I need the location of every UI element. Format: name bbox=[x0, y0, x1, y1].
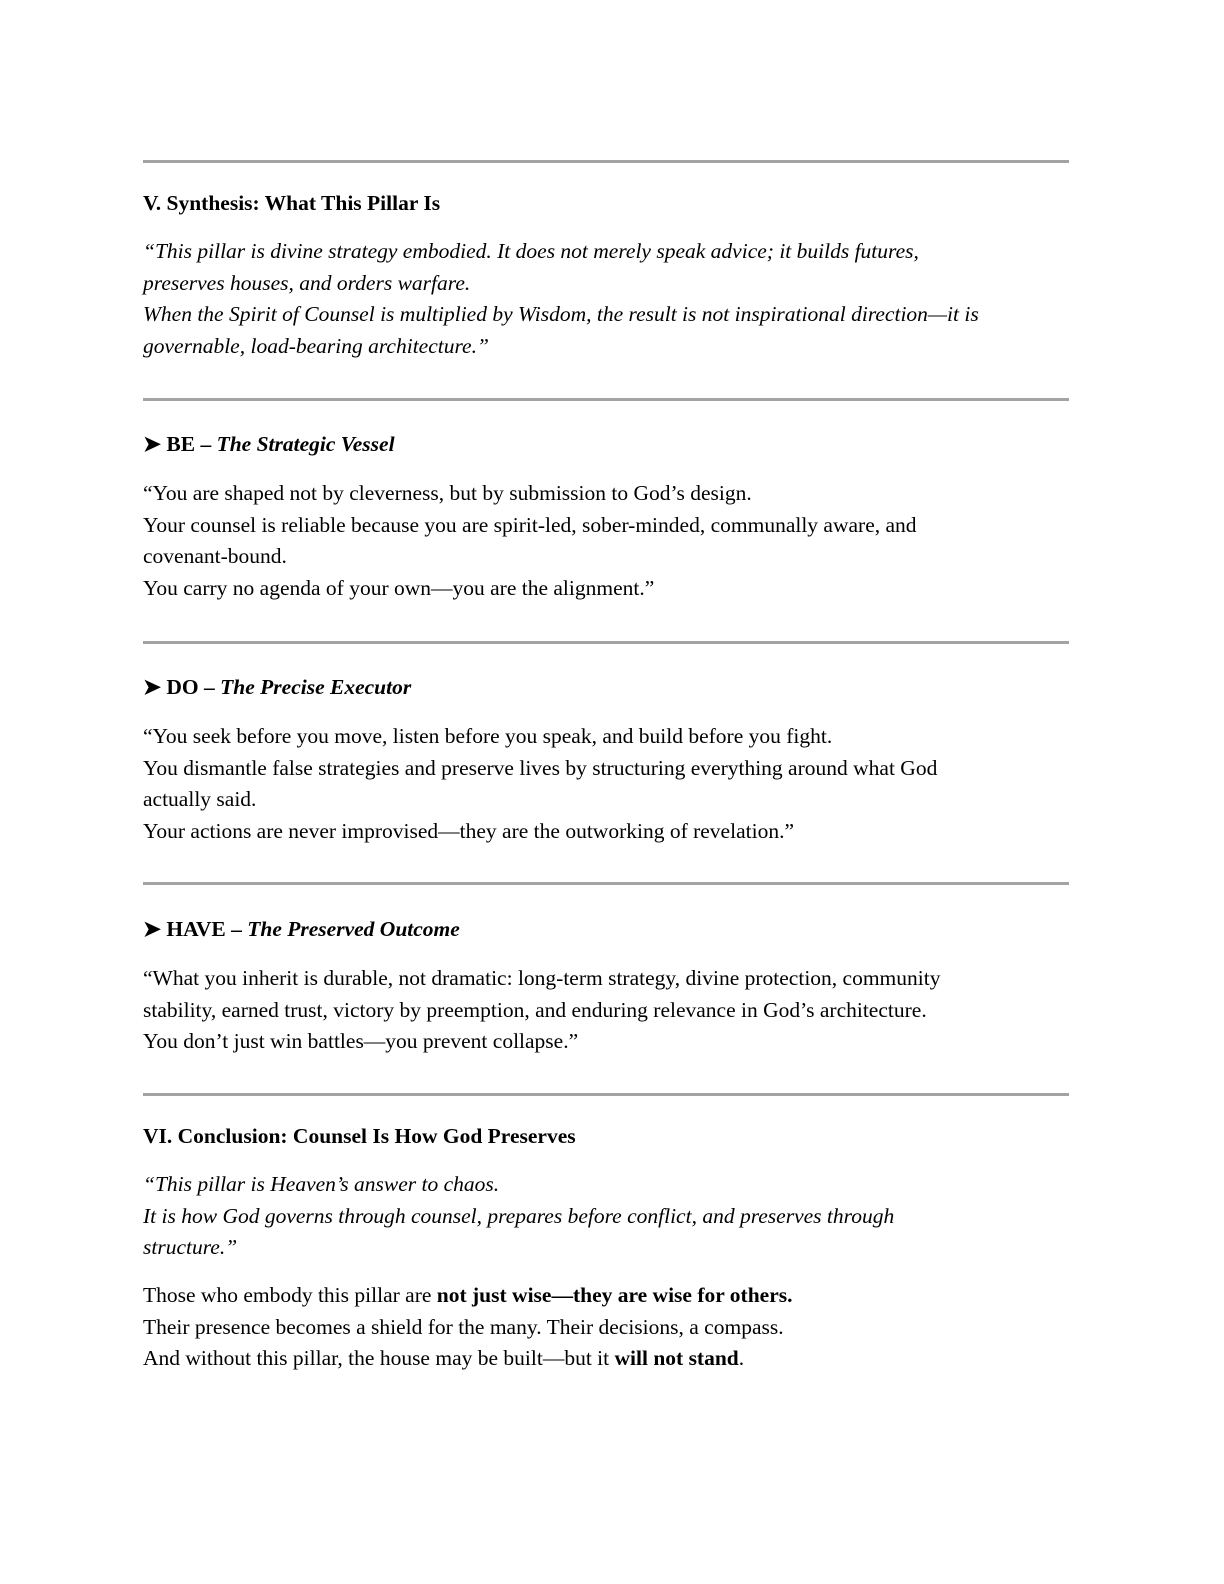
do-subtitle: The Precise Executor bbox=[220, 675, 412, 699]
closing-line: Their presence becomes a shield for the many. Their decisions, a compass. bbox=[143, 1314, 784, 1339]
body-line: Your actions are never improvised—they are the outworking of revelation.” bbox=[143, 819, 794, 844]
quote-line: When the Spirit of Counsel is multiplied by Wisdom, the result is not inspirational direction—it is bbox=[143, 302, 979, 327]
divider bbox=[143, 882, 1069, 885]
divider bbox=[143, 641, 1069, 644]
quote-line: structure.” bbox=[143, 1235, 238, 1260]
have-label: HAVE – bbox=[166, 917, 242, 941]
section-v-quote bbox=[143, 236, 1073, 363]
section-vi-closing bbox=[143, 1280, 1073, 1375]
section-v-heading: V. Synthesis: What This Pillar Is bbox=[143, 191, 441, 215]
divider bbox=[143, 1093, 1069, 1096]
do-heading bbox=[143, 672, 411, 704]
be-label: BE – bbox=[166, 432, 212, 456]
body-line: covenant-bound. bbox=[143, 544, 287, 569]
do-body bbox=[143, 721, 1073, 848]
be-subtitle: The Strategic Vessel bbox=[216, 432, 395, 456]
closing-line bbox=[143, 1343, 1073, 1375]
closing-end: . bbox=[738, 1346, 745, 1371]
body-line: “You are shaped not by cleverness, but by submission to God’s design. bbox=[143, 481, 752, 505]
arrow-icon: ➤ bbox=[143, 432, 162, 456]
body-line: Your counsel is reliable because you are spirit-led, sober-minded, communally aware, and bbox=[143, 512, 917, 537]
quote-line: “This pillar is divine strategy embodied. It does not merely speak advice; it builds futures, bbox=[143, 239, 919, 263]
do-label: DO – bbox=[166, 675, 215, 699]
quote-line: preserves houses, and orders warfare. bbox=[143, 270, 471, 295]
quote-line: governable, load-bearing architecture.” bbox=[143, 334, 489, 359]
arrow-icon: ➤ bbox=[143, 917, 162, 941]
have-body bbox=[143, 963, 1073, 1058]
body-line: You carry no agenda of your own—you are the alignment.” bbox=[143, 576, 655, 601]
divider bbox=[143, 398, 1069, 401]
have-heading bbox=[143, 914, 460, 946]
body-line: “You seek before you move, listen before you speak, and build before you fight. bbox=[143, 724, 833, 748]
be-heading bbox=[143, 429, 395, 461]
quote-line: “This pillar is Heaven’s answer to chaos. bbox=[143, 1172, 500, 1196]
body-line: “What you inherit is durable, not dramatic: long-term strategy, divine protection, community bbox=[143, 966, 941, 990]
closing-emphasis: not just wise—they are wise for others. bbox=[436, 1283, 793, 1307]
quote-line: It is how God governs through counsel, prepares before conflict, and preserves through bbox=[143, 1203, 895, 1228]
body-line: You don’t just win battles—you prevent collapse.” bbox=[143, 1029, 579, 1054]
section-vi-quote bbox=[143, 1169, 1073, 1264]
be-body bbox=[143, 478, 1073, 605]
closing-emphasis: will not stand bbox=[614, 1346, 739, 1371]
closing-text: Those who embody this pillar are bbox=[143, 1283, 437, 1307]
have-subtitle: The Preserved Outcome bbox=[247, 917, 460, 941]
section-vi-heading: VI. Conclusion: Counsel Is How God Preserves bbox=[143, 1124, 576, 1148]
body-line: You dismantle false strategies and preserve lives by structuring everything around what God bbox=[143, 755, 938, 780]
body-line: actually said. bbox=[143, 787, 257, 812]
closing-text: And without this pillar, the house may be built—but it bbox=[143, 1346, 615, 1371]
divider bbox=[143, 160, 1069, 163]
arrow-icon: ➤ bbox=[143, 675, 162, 699]
closing-line bbox=[143, 1280, 1073, 1312]
body-line: stability, earned trust, victory by preemption, and enduring relevance in God’s architecture. bbox=[143, 997, 927, 1022]
